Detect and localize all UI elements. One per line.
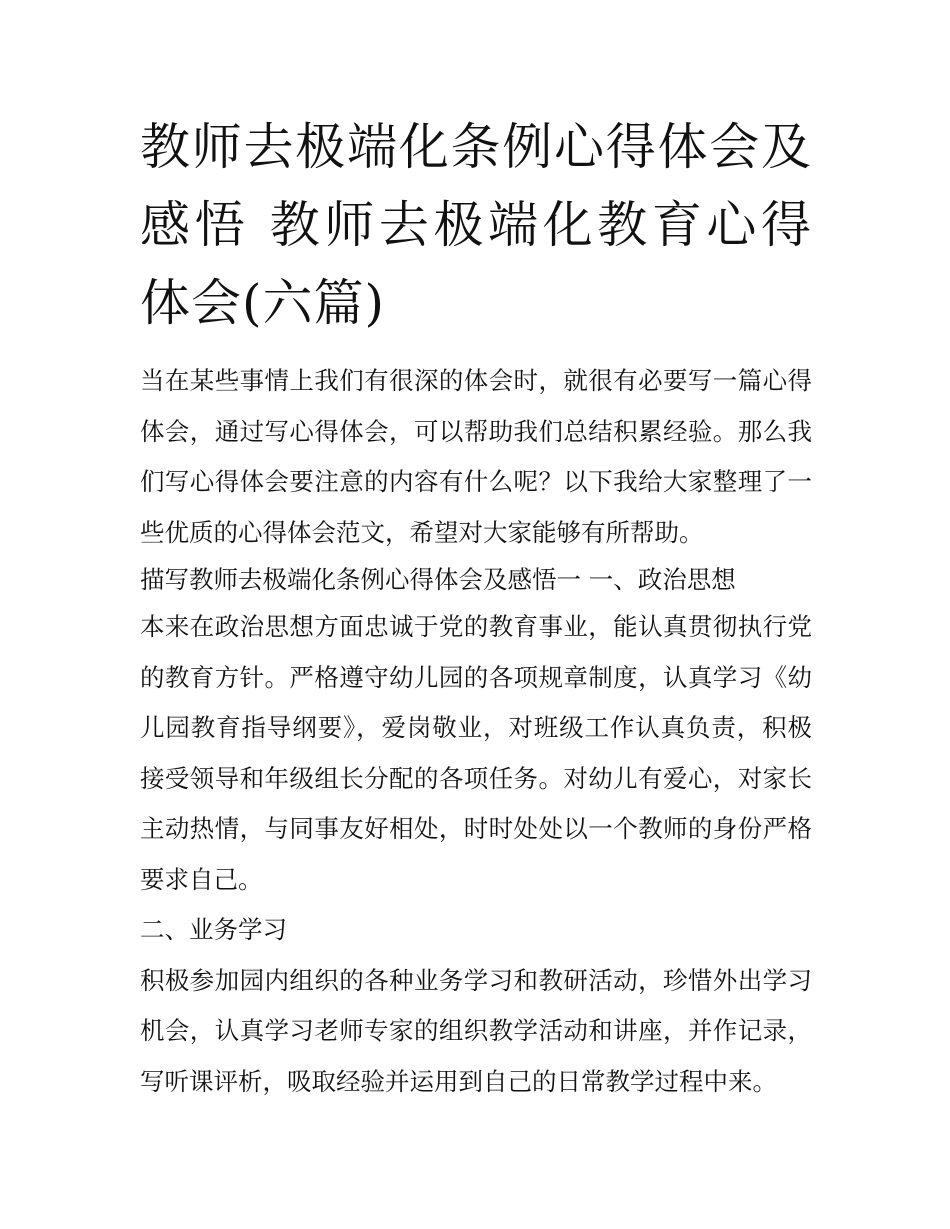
intro-paragraph: 当在某些事情上我们有很深的体会时，就很有必要写一篇心得体会，通过写心得体会，可以帮助我们总结积累经验。那么我们写心得体会要注意的内容有什么呢？以下我给大家整理了一些优质的心得体会范文，希望对大家能够有所帮助。: [140, 366, 812, 547]
title-part-1: 教师去极端化条例心得体会及感悟: [140, 118, 812, 254]
title-part-2: 教师去极端化教育心得体会(六篇): [140, 196, 813, 332]
politics-paragraph: 本来在政治思想方面忠诚于党的教育事业，能认真贯彻执行党的教育方针。严格遵守幼儿园的各项规章制度，认真学习《幼儿园教育指导纲要》，爱岗敬业，对班级工作认真负责，积极接受领导和年级组长分配的各项任务。对幼儿有爱心，对家长主动热情，与同事友好相处，时时处处以一个教师的身份严格要求自己。: [140, 612, 812, 894]
section-heading: 描写教师去极端化条例心得体会及感悟一 一、政治思想: [140, 565, 736, 594]
study-paragraph: 积极参加园内组织的各种业务学习和教研活动，珍惜外出学习机会，认真学习老师专家的组织教学活动和讲座，并作记录，写听课评析，吸取经验并运用到自己的日常教学过程中来。: [140, 965, 812, 1096]
document-title: [140, 108, 812, 342]
study-heading: 二、业务学习: [140, 915, 287, 944]
document-body: [140, 356, 812, 1107]
document-page: [140, 108, 812, 1107]
